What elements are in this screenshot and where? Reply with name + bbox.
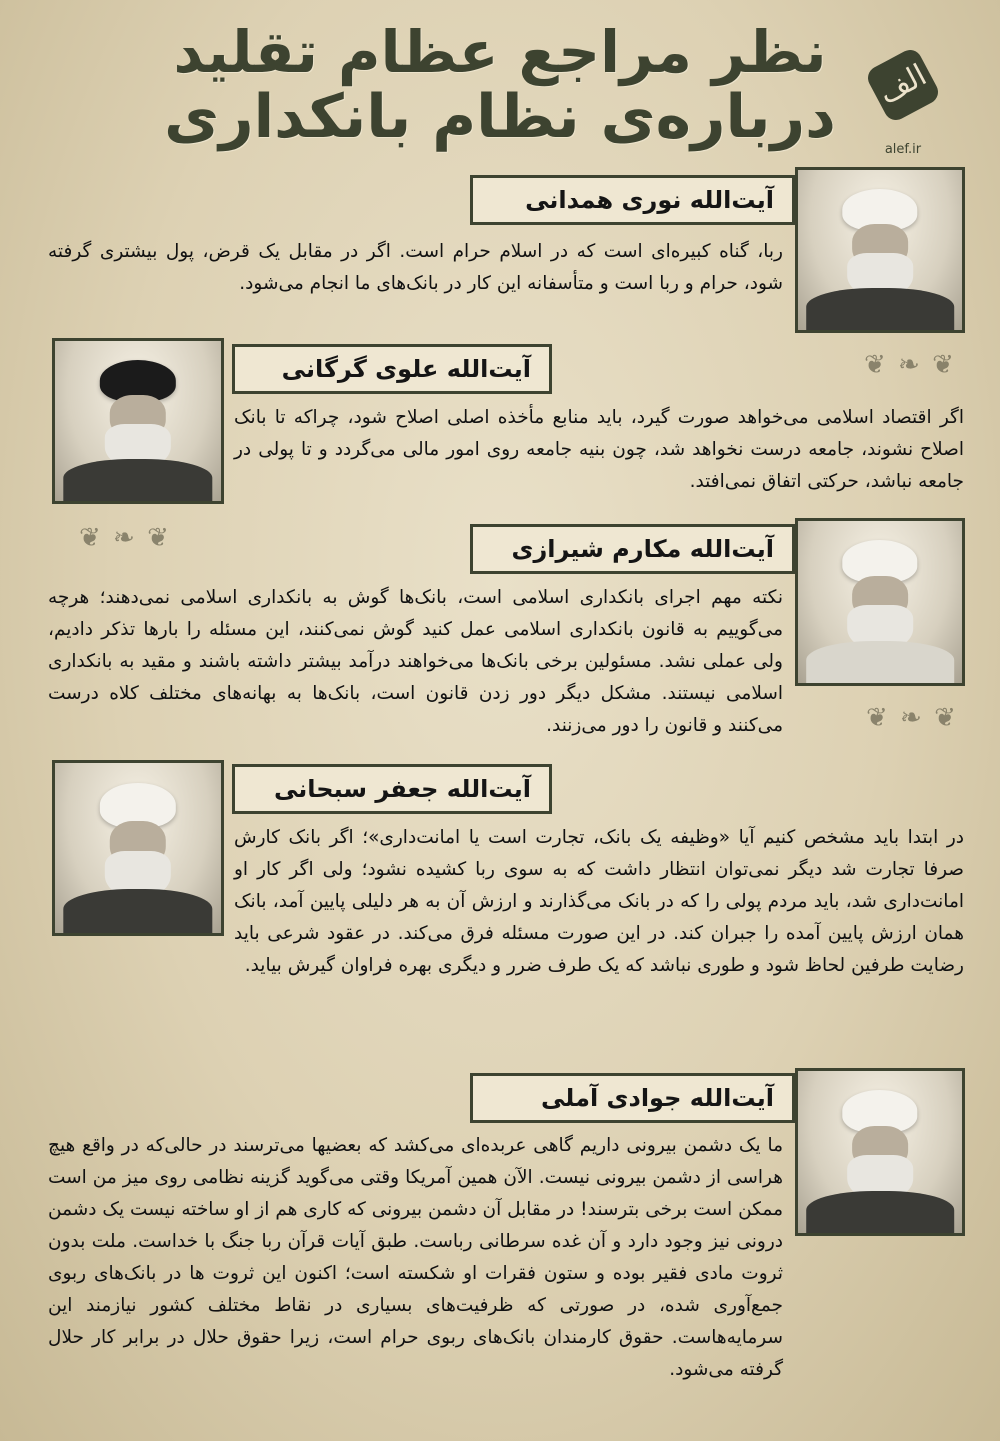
- section-4-name: آیت‌الله جعفر سبحانی: [274, 775, 531, 803]
- portrait-jafar-sobhani: [52, 760, 224, 936]
- logo-icon: الف: [864, 46, 942, 124]
- site-logo: [858, 56, 948, 166]
- name-box-5: [470, 1073, 795, 1123]
- ornament-2: ❦ ❧ ❦: [79, 523, 171, 553]
- portrait-noori-hamedani: [795, 167, 965, 333]
- section-5-name: آیت‌الله جوادی آملی: [541, 1084, 774, 1112]
- section-2-text: اگر اقتصاد اسلامی می‌خواهد صورت گیرد، باید منابع مأخذه اصلی اصلاح شود، چراکه تا بانک اصلاح نشوند، جامعه درست نخواهد شد، چون بنیه جامعه روی امور مالی می‌گردد و تا پولی در جامعه نباشد، حرکتی اتفاق نمی‌افتد.: [234, 407, 964, 492]
- section-2-name: آیت‌الله علوی گرگانی: [281, 355, 531, 383]
- name-box-1: [470, 175, 795, 225]
- section-1-text: ربا، گناه کبیره‌ای است که در اسلام حرام است. اگر در مقابل یک قرض، پول بیشتری گرفته شود، حرام و ربا است و متأسفانه این کار در بانک‌های ما انجام می‌شود.: [48, 241, 783, 294]
- logo-url: alef.ir: [884, 142, 922, 157]
- name-box-3: [470, 524, 795, 574]
- section-3-text: نکته مهم اجرای بانکداری اسلامی است، بانک‌ها گوش به بانکداری اسلامی نمی‌دهند؛ هرچه می‌گوییم به قانون بانکداری اسلامی عمل کنید گوش نمی‌کنند، این مسئله را بارها تذکر دادیم، ولی عملی نشد. مسئولین برخی بانک‌ها می‌خواهند درآمد بیشتر داشته باشند و مقید به بانکداری اسلامی نیستند. مشکل دیگر دور زدن قانون است، بانک‌ها به بهانه‌های مختلف کلاه درست می‌کنند و قانون را دور می‌زنند.: [48, 587, 783, 736]
- section-1-name: آیت‌الله نوری همدانی: [525, 186, 774, 214]
- portrait-alavi-gorgani: [52, 338, 224, 504]
- portrait-javadi-amoli: [795, 1068, 965, 1236]
- page-title-line-1: نظر مراجع عظام تقلید: [173, 18, 827, 86]
- ornament-1: ❦ ❧ ❦: [864, 350, 956, 380]
- section-5-text: ما یک دشمن بیرونی داریم گاهی عربده‌ای می‌کشد که بعضیها می‌ترسند در حالی‌که در واقع هیچ هراسی از دشمن بیرونی نیست. الآن همین آمریکا وقتی می‌گوید گزینه نظامی روی میز من است ممکن است برخی بترسند! در مقابل آن دشمن بیرونی که کاری هم از او ساخته نیست یک دشمن درونی نیز وجود دارد و آن غده سرطانی رباست. طبق آیات قرآن ربا جنگ با خداست. ملت بدون ثروت مادی فقیر بوده و ستون فقرات او شکسته است؛ اکنون این ثروت ها در بانک‌های ربوی جمع‌آوری شده، در صورتی که ظرفیت‌های بسیاری در نقاط مختلف کشور نیازمند این سرمایه‌هاست. حقوق کارمندان بانک‌های ربوی حرام است، زیرا حقوق حلال در برابر کار حلال گرفته می‌شود.: [48, 1135, 783, 1380]
- portrait-makarem-shirazi: [795, 518, 965, 686]
- name-box-4: [232, 764, 552, 814]
- ornament-3: ❦ ❧ ❦: [866, 703, 958, 733]
- section-4-text: در ابتدا باید مشخص کنیم آیا «وظیفه یک بانک، تجارت است یا امانت‌داری»؛ اگر بانک کارش صرفا تجارت شد دیگر نمی‌توان انتظار داشت که به سوی ربا کشیده نشود؛ ولی اگر کار او امانت‌داری شد، باید مردم پولی را که در بانک می‌گذارند و ارزش آن به هر دلیلی پایین آمد، بانک همان ارزش پایین آمده را جبران کند. در این صورت مسئله فرق می‌کند. در عقود شرعی باید رضایت طرفین لحاظ شود و طوری نباشد که یک طرف ضرر و دیگری بهره فراوان گیرش بیاید.: [234, 827, 964, 976]
- page-title-line-2: درباره‌ی نظام بانکداری: [164, 82, 836, 152]
- section-3-name: آیت‌الله مکارم شیرازی: [511, 535, 774, 563]
- name-box-2: [232, 344, 552, 394]
